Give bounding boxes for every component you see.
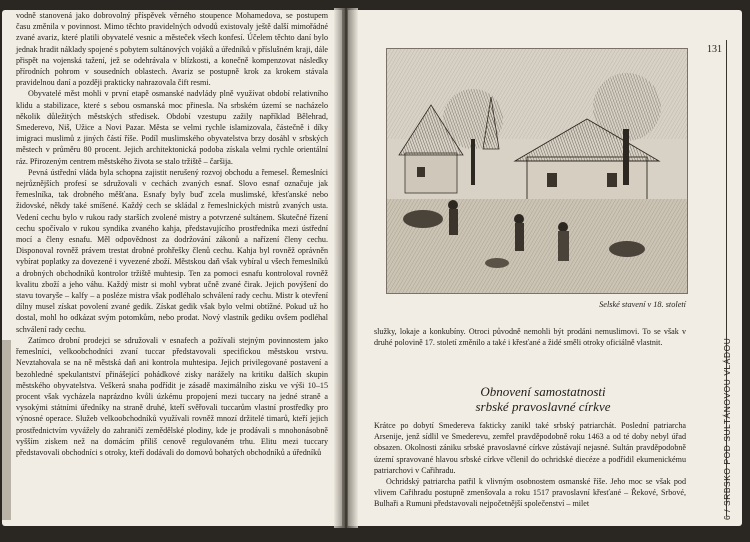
paragraph: Pevná ústřední vláda byla schopna zajistit nerušený rozvoj obchodu a řemesel. Řemeslníci nejrůznějších profesí se sdružovali v cechách zvaných esnaf. Slovo esnaf označuje jak řemeslníka, tak drobného měšťana. Esnafy byly buď zcela muslimské, křesťanské nebo židovské, někdy také smíšené. Každý cech se skládal z řemeslnických mistrů zvaných usta. Vedení cechu bylo v rukou rady starších zvolené mistry a potvrzené sultánem. Skutečné řízení cechu spočívalo v rukou syndika zvaného kahja, představujícího prostředníka mezi ústřední mocí a členy esnafu. Měl odpovědnost za dodržování zákonů a nařízení členy cechu. Disponoval rovněž právem trestat drobné prohřešky členů cechu. Kahja byl rovněž oprávněn vybírat poplatky za dovezené i vyvezené zboží. Městskou daň však vybíral u všech řemeslníků a drobných obchodníků kontrolor tržiště muhtesip. Ten za pomoci esnafu kontroloval rovněž kvalitu zboží a jeho váhu. Každý mistr si mohl vybrat učně zvané čirak. Jejich povýšení do stavu tovaryše – kalfy – a posléze mistra však podléhalo schválení rady cechu. Mistr k otevření dílny musel získat povolení zvané gedik. Získat gedik však bylo velmi obtížné. Pokud už ho dostal, mohl ho odkázat svým potomkům, nebo prodat. Nový vlastník gediku ovšem podléhal schválení rady cechu. xyxy=(16,167,328,334)
paragraph: Zatímco drobní prodejci se sdružovali v esnafech a požívali stejným povinnostem jako řemeslníci, velkoobchodníci zvaní tuccar představovali specifickou městskou vrstvu. Nevztahovala se na ně městská daň ani kontrola muhtesipa. Jejich privilegované postavení a bezohledné spekulantství přinášející pohádkové zisky narážely na kritiku dalších skupin městského obyvatelstva. Veškerá snaha podřídit je zásadě maximálního zisku ve výši 10–15 procent však vycházela naprázdno kvůli úzkému propojení mezi tuccary na jedné straně a vysokými státními úředníky na straně druhé, kteří svěřovali tuccarům vlastní prostředky pro výnosné operace. Služeb velkoobchodníků využívali rovněž mnozí držitelé timarů, kteří jejich prostřednictvím vyvážely do zahraničí zemědělské plodiny, kde je prodávali s mnohonásobně vyšším ziskem než na domácím příliš cenově regulovaném trhu. Elitu mezi tuccary představovali obchodníci s otroky, kteří dodávali do domovů bohatých obchodníků a úředníků xyxy=(16,335,328,457)
heading-line: Obnovení samostatnosti xyxy=(480,384,606,399)
running-head xyxy=(717,310,737,526)
right-page xyxy=(348,10,742,526)
engraving-illustration xyxy=(386,48,688,294)
figure-caption: Selské stavení v 18. století xyxy=(599,300,686,309)
left-page-body xyxy=(16,10,328,458)
book-gutter xyxy=(334,8,358,528)
paragraph: Ochridský patriarcha patřil k vlivným osobnostem osmanské říše. Jeho moc se však pod vlivem Cařihradu postupně zmenšovala a roku 1517 pravoslavní křesťané – Řekové, Srbové, Bulhaři a Rumuni představovali nejpočetnější společenství – milet xyxy=(374,477,686,509)
left-page xyxy=(2,10,342,526)
running-head-text: 6 / SRBSKO POD SULTÁNOVOU VLÁDOU xyxy=(722,337,732,520)
heading-line: srbské pravoslavné církve xyxy=(475,399,611,414)
paragraph: Krátce po dobytí Smedereva fakticky zanikl také srbský patriarchát. Poslední patriarcha Arsenije, jenž sídlil ve Smederevu, zemřel pravděpodobně roku 1463 a od té doby nebyl úřad obsazen. Okolnosti zániku srbské pravoslavné církve zůstávají nejasné. Sultán pravděpodobně území spravované hlavou srbské církve včlenil do ochridské diecéze a podřídil ekumenickému patriarchovi v Cařihradu. xyxy=(374,421,686,475)
paragraph: služky, lokaje a konkubíny. Otroci původně nemohli být prodáni nemuslimovi. To se však v druhé polovině 17. století změnilo a také i křesťané a židé směli otroky oficiálně vlastnit. xyxy=(374,327,686,348)
paragraph: Obyvatelé měst mohli v první etapě osmanské nadvlády plně využívat období relativního klidu a stabilizace, které s sebou osmanská moc přinesla. Na srbském území se nacházelo několik důležitých městských středisek. Období vzestupu zažily například Bělehrad, Smederevo, Niš, Užice a Novi Pazar. Města se velmi rychle islamizovala, částečně i díky imigraci muslimů z jiných částí říše. Podíl muslimského obyvatelstva brzy dosáhl v srbských městech v průměru 80 procent. Jejich architektonická podoba získala velmi rychle orientální ráz. Přirozeným centrem městského života se stalo tržiště – čaršija. xyxy=(16,89,328,166)
farmstead-engraving xyxy=(387,49,687,293)
page-number: 131 xyxy=(707,44,722,55)
section-heading xyxy=(428,384,658,414)
right-page-body xyxy=(374,420,686,510)
continuation-text xyxy=(374,326,686,348)
paragraph: vodně stanovená jako dobrovolný příspěvek věrného stoupence Mohamedova, se postupem času změnila v povinnost. Mimo těchto pravidelných odvodů existovaly ještě další mimořádné zvané avariz, které platili obyvatelé vesnic a městeček všech konfesí. Účelem těchto daní bylo jednak hradit náklady spojené s pobytem sultánových vojáků a úředníků v příslušném kraji, dále přispět na vojenská tažení, jež se odehrávala v blízkosti, a konečně kompenzovat následky přírodních pohrom v sousedních oblastech. Avariz se postupně krok za krokem stávala pravidelnou daní a později prakticky nahrazovala čift resmi. xyxy=(16,11,328,88)
page-edge-shadow xyxy=(2,340,11,520)
